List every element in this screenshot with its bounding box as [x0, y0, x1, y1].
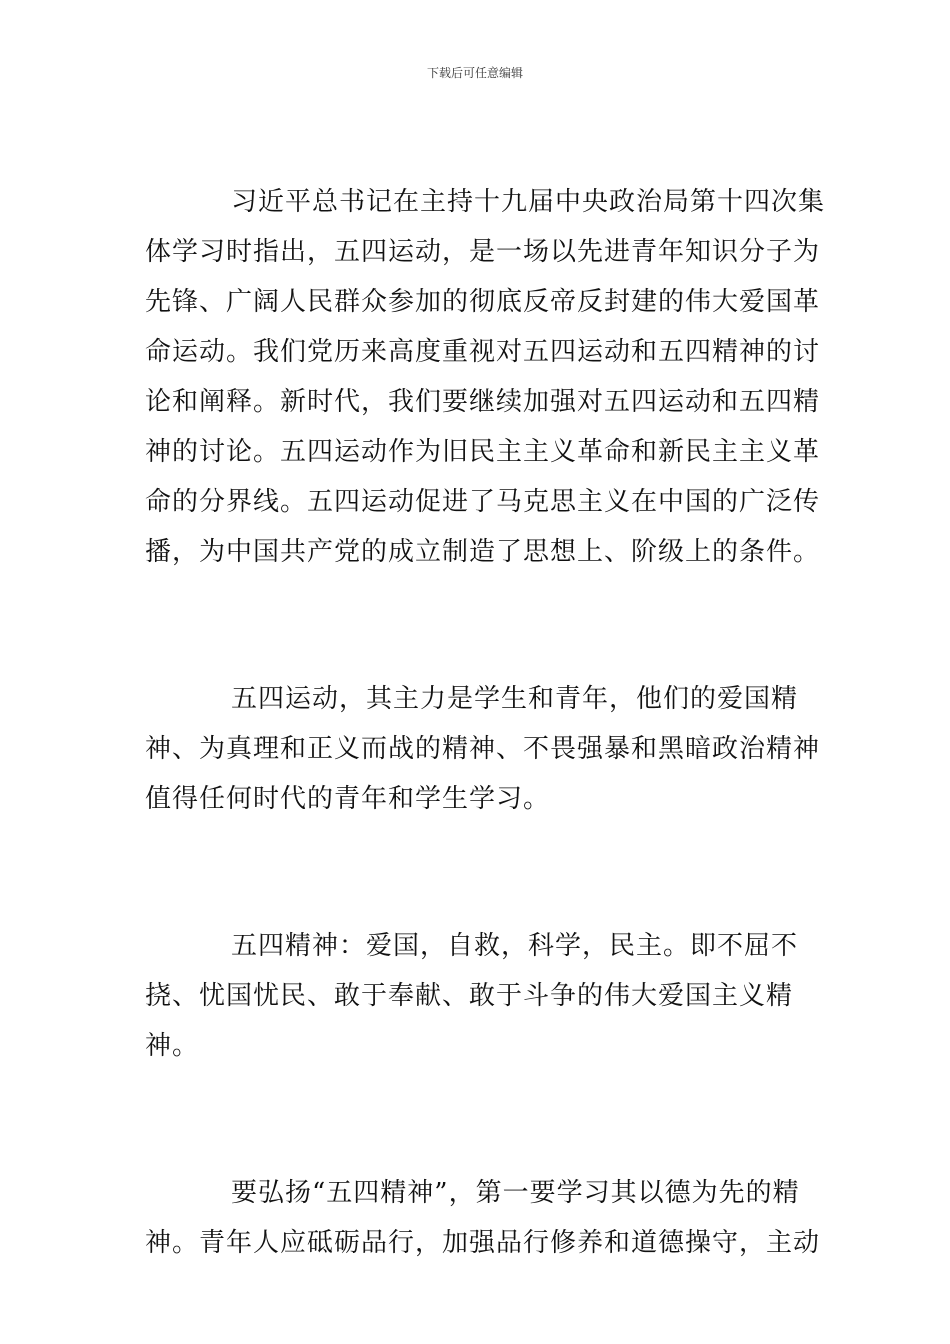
paragraph-4: 要弘扬“五四精神”，第一要学习其以德为先的精神。青年人应砥砺品行，加强品行修养和道德操守，主动 — [145, 1178, 821, 1258]
page-header: 下载后可任意编辑 — [426, 66, 523, 80]
paragraph-2: 五四运动，其主力是学生和青年，他们的爱国精神、为真理和正义而战的精神、不畏强暴和黑暗政治精神值得任何时代的青年和学生学习。 — [145, 684, 821, 814]
document-body — [145, 177, 825, 1268]
paragraph-3: 五四精神：爱国，自救，科学，民主。即不屈不挠、忧国忧民、敢于奉献、敢于斗争的伟大爱国主义精神。 — [145, 931, 799, 1061]
paragraph-1: 习近平总书记在主持十九届中央政治局第十四次集体学习时指出，五四运动，是一场以先进青年知识分子为先锋、广阔人民群众参加的彻底反帝反封建的伟大爱国革命运动。我们党历来高度重视对五四运动和五四精神的讨论和阐释。新时代，我们要继续加强对五四运动和五四精神的讨论。五四运动作为旧民主主义革命和新民主主义革命的分界线。五四运动促进了马克思主义在中国的广泛传播，为中国共产党的成立制造了思想上、阶级上的条件。 — [145, 187, 826, 567]
